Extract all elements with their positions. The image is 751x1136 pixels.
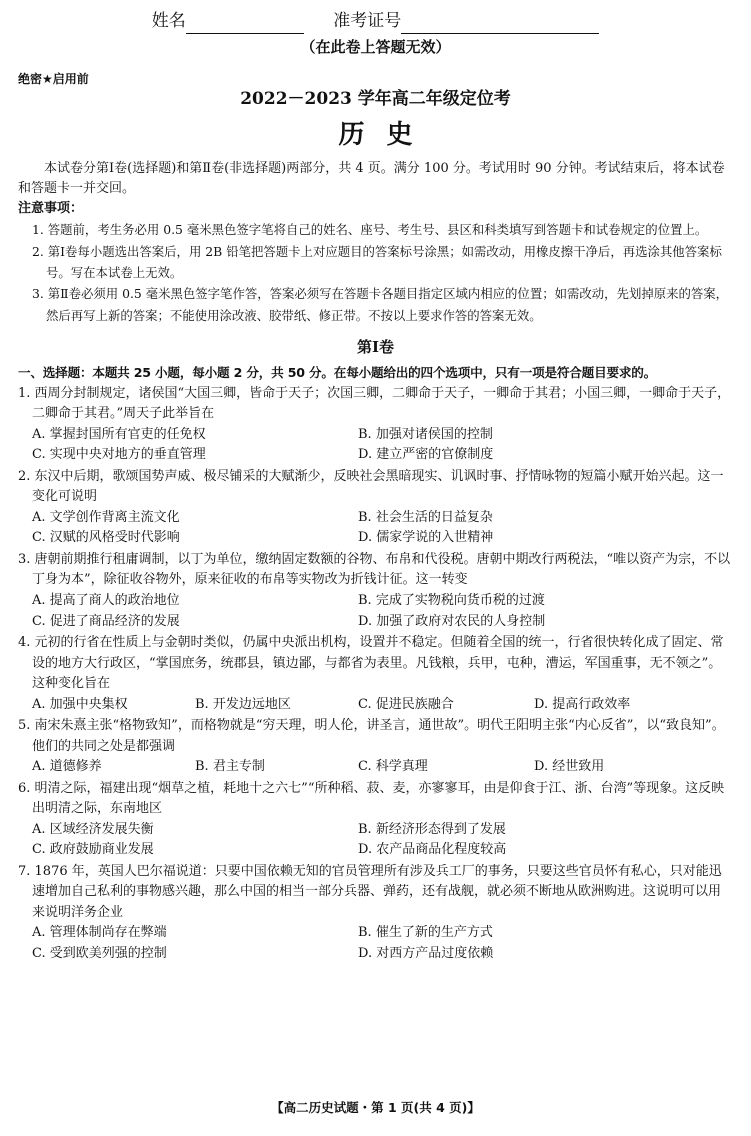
option-d: D. 儒家学说的入世精神 xyxy=(358,530,494,546)
option-b: B. 催生了新的生产方式 xyxy=(358,925,493,941)
option-c: C. 科学真理 xyxy=(358,759,428,775)
question-4 xyxy=(18,633,733,715)
question-2 xyxy=(18,467,733,549)
candidate-info-line xyxy=(18,8,733,34)
option-b: B. 社会生活的日益复杂 xyxy=(358,509,493,525)
name-blank xyxy=(186,15,304,34)
exam-id-label: 准考证号 xyxy=(333,11,402,31)
option-d: D. 经世致用 xyxy=(534,759,605,775)
question-stem: 7. 1876 年，英国人巴尔福说道：只要中国依赖无知的官员管理所有涉及兵工厂的事务，只要这些官员怀有私心，只对能迅速增加自己私利的事物感兴趣，那么中国的相当一部分兵器、弹药，还有战舰，就必须不断地从欧洲购进。这说明可以用来说明洋务企业 xyxy=(18,863,722,920)
option-list xyxy=(18,923,733,964)
question-stem: 4. 元初的行省在性质上与金朝时类似，仍属中央派出机构，设置并不稳定。但随着全国的统一，行省很快转化成了固定、常设的地方大行政区，“掌国庶务，统郡县，镇边鄙，与都省为表里。凡钱粮，兵甲，屯种，漕运，军国重事，无不领之”。这种变化旨在 xyxy=(18,635,724,692)
question-stem: 5. 南宋朱熹主张“格物致知”，而格物就是“穷天理，明人伦，讲圣言，通世故”。明代王阳明主张“内心反省”，以“致良知”。他们的共同之处是都强调 xyxy=(18,718,725,754)
option-a: A. 管理体制尚存在弊端 xyxy=(32,925,167,941)
volume-label: 第Ⅰ卷 xyxy=(356,337,395,356)
question-stem: 1. 西周分封制规定，诸侯国“大国三卿，皆命于天子；次国三卿，二卿命于天子，一卿命于其君；小国三卿，一卿命于天子，二卿命于其君。”周天子此举旨在 xyxy=(18,385,731,422)
exam-intro: 本试卷分第Ⅰ卷(选择题)和第Ⅱ卷(非选择题)两部分，共 4 页。满分 100 分。考试用时 90 分钟。考试结束后，将本试卷和答题卡一并交回。 xyxy=(18,160,725,196)
option-b: B. 君主专制 xyxy=(195,759,265,775)
option-a: A. 道德修养 xyxy=(32,759,102,775)
option-b: B. 开发边远地区 xyxy=(195,696,291,712)
note-item: 1. 答题前，考生务必用 0.5 毫米黑色签字笔将自己的姓名、座号、考生号、县区和科类填写到答题卡和试卷规定的位置上。 xyxy=(32,222,708,238)
option-list xyxy=(18,695,733,716)
page-footer: 【高二历史试题・第 1 页(共 4 页)】 xyxy=(271,1100,480,1115)
option-list xyxy=(18,425,733,466)
invalid-answer-note: （在此卷上答题无效） xyxy=(300,38,451,57)
option-b: B. 完成了实物税向货币税的过渡 xyxy=(358,592,545,608)
question-7 xyxy=(18,862,733,965)
option-list xyxy=(18,820,733,861)
question-stem: 3. 唐朝前期推行租庸调制，以丁为单位，缴纳固定数额的谷物、布帛和代役税。唐朝中期改行两税法，“唯以资产为宗，不以丁身为本”，除征收谷物外，原来征收的布帛等实物改为折钱计征。这一转变 xyxy=(18,551,731,588)
option-d: D. 对西方产品过度依赖 xyxy=(358,946,494,961)
option-list xyxy=(18,591,733,632)
option-a: A. 文学创作背离主流文化 xyxy=(32,509,180,525)
option-a: A. 区域经济发展失衡 xyxy=(32,821,154,837)
option-d: D. 建立严密的官僚制度 xyxy=(358,447,494,463)
notes-title: 注意事项： xyxy=(18,201,84,217)
option-list xyxy=(18,757,733,778)
option-c: C. 促进民族融合 xyxy=(358,696,454,712)
secret-label: 绝密★启用前 xyxy=(18,71,89,86)
option-b: B. 加强对诸侯国的控制 xyxy=(358,426,493,442)
option-c: C. 实现中央对地方的垂直管理 xyxy=(32,447,206,463)
question-stem: 2. 东汉中后期，歌颂国势声威、极尽铺采的大赋渐少，反映社会黑暗现实、讥讽时事、抒情咏物的短篇小赋开始兴起。这一变化可说明 xyxy=(18,468,724,505)
exam-title: 2022－2023 学年高二年级定位考 xyxy=(240,89,511,110)
exam-id-blank xyxy=(401,15,599,34)
name-label: 姓名 xyxy=(151,11,186,31)
option-list xyxy=(18,508,733,549)
option-c: C. 汉赋的风格受时代影响 xyxy=(32,530,180,546)
option-d: D. 提高行政效率 xyxy=(534,696,631,712)
subject-title: 历史 xyxy=(338,119,435,150)
option-c: C. 政府鼓励商业发展 xyxy=(32,842,154,858)
note-item: 3. 第Ⅱ卷必须用 0.5 毫米黑色签字笔作答，答案必须写在答题卡各题目指定区域内相应的位置；如需改动，先划掉原来的答案，然后再写上新的答案；不能使用涂改液、胶带纸、修正带。不按以上要求作答的答案无效。 xyxy=(32,286,729,323)
option-a: A. 加强中央集权 xyxy=(32,696,128,712)
option-c: C. 促进了商品经济的发展 xyxy=(32,613,180,629)
option-d: D. 农产品商品化程度较高 xyxy=(358,842,507,858)
option-c: C. 受到欧美列强的控制 xyxy=(32,946,167,961)
question-stem: 6. 明清之际，福建出现“烟草之植，耗地十之六七”“所种稻、菽、麦，亦寥寥耳，由是仰食于江、浙、台湾”等现象。这反映出明清之际，东南地区 xyxy=(18,780,725,817)
question-1 xyxy=(18,384,733,466)
question-3 xyxy=(18,550,733,632)
section-header: 一、选择题：本题共 25 小题，每小题 2 分，共 50 分。在每小题给出的四个选项中，只有一项是符合题目要求的。 xyxy=(18,365,657,381)
option-a: A. 提高了商人的政治地位 xyxy=(32,592,180,608)
option-d: D. 加强了政府对农民的人身控制 xyxy=(358,613,546,629)
question-5 xyxy=(18,716,733,778)
option-a: A. 掌握封国所有官吏的任免权 xyxy=(32,426,206,442)
note-item: 2. 第Ⅰ卷每小题选出答案后，用 2B 铅笔把答题卡上对应题目的答案标号涂黑；如需改动，用橡皮擦干净后，再选涂其他答案标号。写在本试卷上无效。 xyxy=(32,243,722,280)
option-b: B. 新经济形态得到了发展 xyxy=(358,821,506,837)
question-6 xyxy=(18,779,733,861)
